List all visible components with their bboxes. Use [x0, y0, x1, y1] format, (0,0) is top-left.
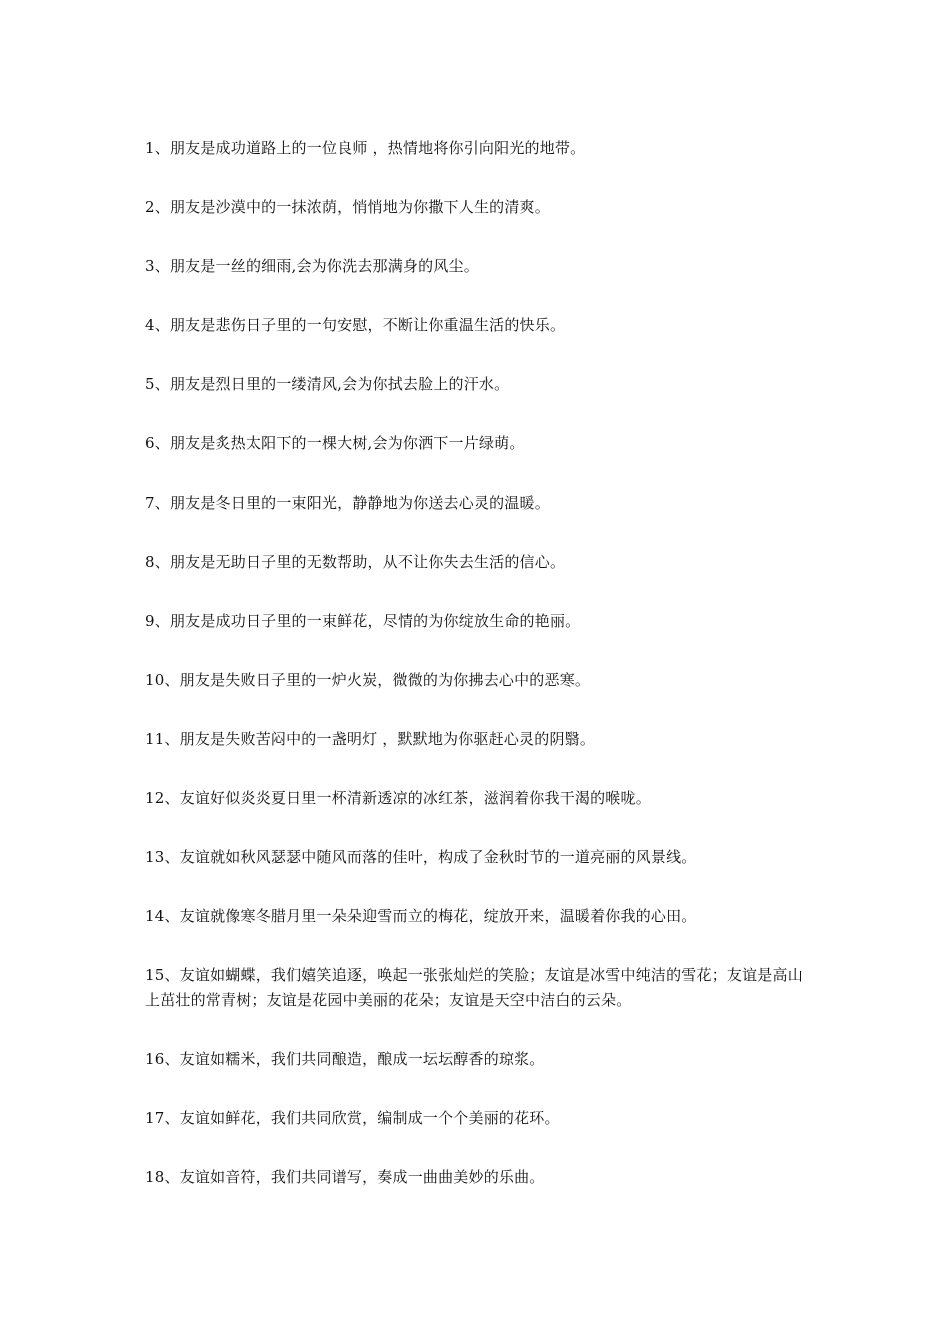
paragraph-8: 8、朋友是无助日子里的无数帮助，从不让你失去生活的信心。	[145, 552, 566, 571]
paragraph-12: 12、友谊好似炎炎夏日里一杯清新透凉的冰红茶，滋润着你我干渴的喉咙。	[145, 789, 651, 808]
paragraph-14: 14、友谊就像寒冬腊月里一朵朵迎雪而立的梅花，绽放开来，温暖着你我的心田。	[145, 907, 697, 926]
paragraph-10: 10、朋友是失败日子里的一炉火炭，微微的为你拂去心中的恶寒。	[145, 670, 591, 689]
paragraph-16: 16、友谊如糯米，我们共同酿造，酿成一坛坛醇香的琼浆。	[145, 1049, 545, 1068]
paragraph-1: 1、朋友是成功道路上的一位良师 ，热情地将你引向阳光的地带。	[145, 139, 586, 157]
paragraph-9: 9、朋友是成功日子里的一束鲜花，尽情的为你绽放生命的艳丽。	[145, 611, 581, 630]
paragraph-3: 3、朋友是一丝的细雨,会为你洗去那满身的风尘。	[145, 257, 479, 276]
paragraph-7: 7、朋友是冬日里的一束阳光，静静地为你送去心灵的温暖。	[145, 493, 550, 512]
paragraph-2: 2、朋友是沙漠中的一抹浓荫，悄悄地为你撒下人生的清爽。	[145, 198, 550, 217]
paragraph-15: 15、友谊如蝴蝶，我们嬉笑追逐，唤起一张张灿烂的笑脸；友谊是冰雪中纯洁的雪花；友谊是高山上茁壮的常青树；友谊是花园中美丽的花朵；友谊是天空中洁白的云朵。	[145, 966, 803, 1009]
paragraph-18: 18、友谊如音符，我们共同谱写，奏成一曲曲美妙的乐曲。	[145, 1168, 545, 1187]
paragraph-5: 5、朋友是烈日里的一缕清风,会为你拭去脸上的汗水。	[145, 375, 510, 394]
paragraph-6: 6、朋友是炙热太阳下的一棵大树,会为你洒下一片绿萌。	[145, 434, 525, 453]
paragraph-17: 17、友谊如鲜花，我们共同欣赏，编制成一个个美丽的花环。	[145, 1109, 560, 1127]
paragraph-list	[145, 136, 810, 1224]
paragraph-13: 13、友谊就如秋风瑟瑟中随风而落的佳叶，构成了金秋时节的一道亮丽的风景线。	[145, 848, 697, 867]
paragraph-11: 11、朋友是失败苦闷中的一盏明灯 ，默默地为你驱赶心灵的阴翳。	[145, 729, 596, 748]
paragraph-4: 4、朋友是悲伤日子里的一句安慰，不断让你重温生活的快乐。	[145, 316, 566, 335]
